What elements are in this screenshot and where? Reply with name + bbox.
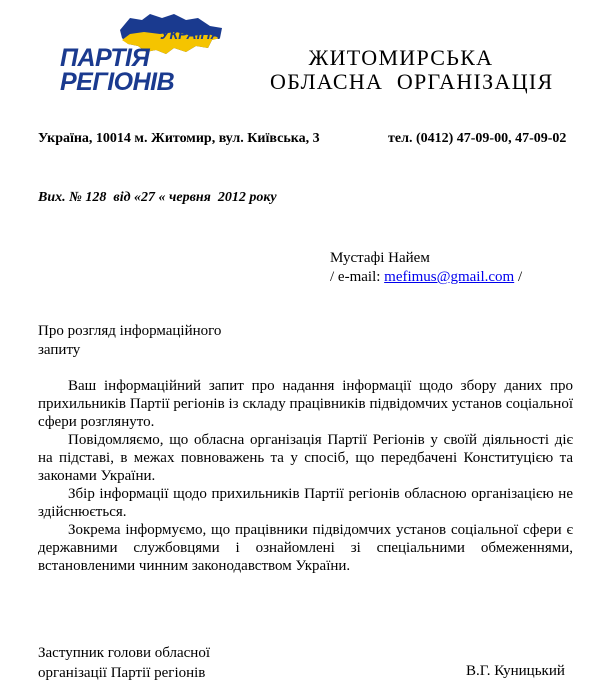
paragraph: Збір інформації щодо прихильників Партії регіонів обласною організацією не здійснюється. xyxy=(38,486,573,520)
address: Україна, 10014 м. Житомир, вул. Київська, 3 xyxy=(38,131,320,146)
party-logo xyxy=(56,10,226,96)
logo-regioniv: РЕГІОНІВ xyxy=(60,68,175,96)
recipient-name: Мустафі Найем xyxy=(330,250,430,266)
subject-line-1: Про розгляд інформаційного xyxy=(38,323,222,339)
email-suffix: / xyxy=(514,269,523,285)
logo-partiya: ПАРТІЯ xyxy=(60,44,150,72)
signature-title-1: Заступник голови обласної xyxy=(38,645,210,661)
org-line-1: ЖИТОМИРСЬКА xyxy=(308,45,494,70)
signer-name: В.Г. Куницький xyxy=(466,663,565,679)
signature-title-2: організації Партії регіонів xyxy=(38,665,206,681)
signature-block xyxy=(38,643,210,683)
recipient xyxy=(330,249,522,287)
organization-title xyxy=(270,45,554,94)
recipient-email-line xyxy=(330,268,522,287)
paragraph: Повідомляємо, що обласна організація Партії Регіонів у своїй діяльності діє на підставі, в межах повноважень та у спосіб, що передбачені Конституцією та законами України. xyxy=(38,432,573,484)
phone: тел. (0412) 47-09-00, 47-09-02 xyxy=(388,131,567,146)
email-link[interactable]: mefimus@gmail.com xyxy=(384,269,515,285)
org-line-2: ОБЛАСНА ОРГАНІЗАЦІЯ xyxy=(270,69,554,94)
subject xyxy=(38,322,278,360)
letter-body xyxy=(38,377,573,575)
email-prefix: / e-mail: xyxy=(330,269,385,285)
outgoing-number: Вих. № 128 від «27 « червня 2012 року xyxy=(38,190,277,205)
subject-line-2: запиту xyxy=(38,342,81,358)
paragraph: Ваш інформаційний запит про надання інформації щодо збору даних про прихильників Партії регіонів із складу працівників підвідомчих установ соціальної сфери розглянуто. xyxy=(38,378,573,430)
paragraph: Зокрема інформуємо, що працівники підвідомчих установ соціальної сфери є державними службовцями і ознайомлені зі спеціальними обмеженнями, встановленими чинним законодавством України. xyxy=(38,522,573,574)
logo-ukraina: УКРАЇНА xyxy=(160,26,221,42)
